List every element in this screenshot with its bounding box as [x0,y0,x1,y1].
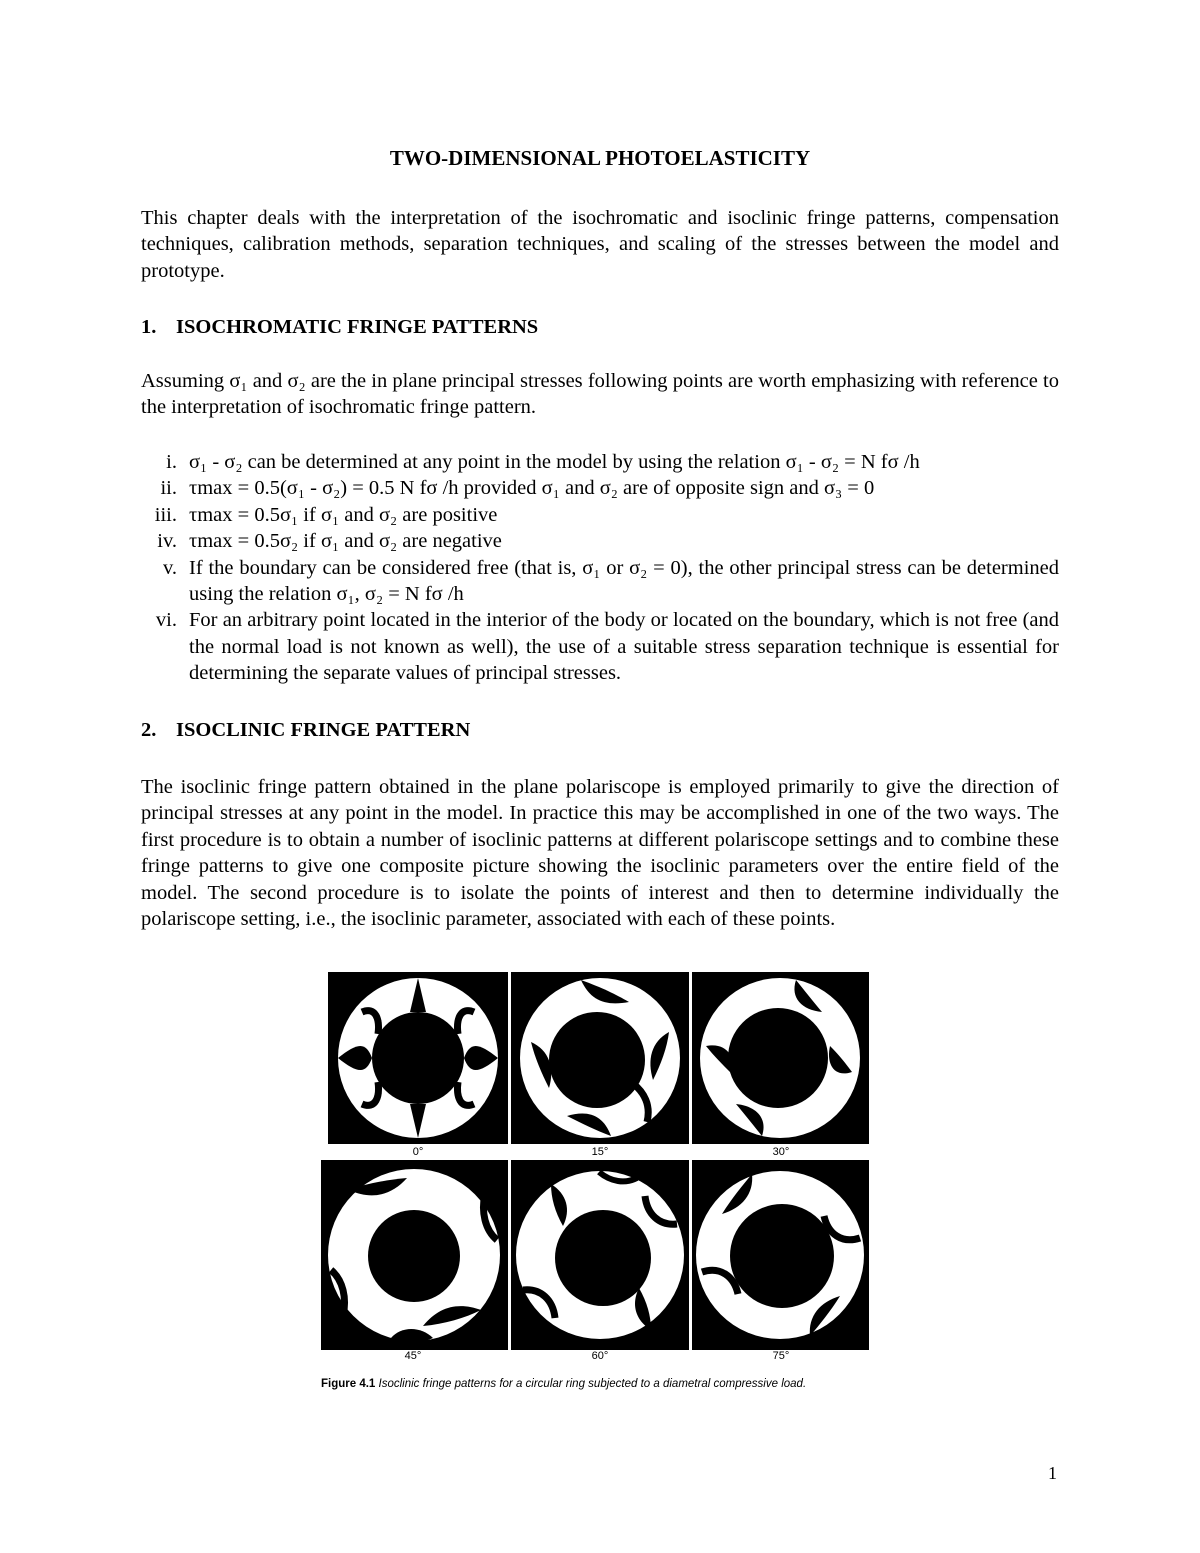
panel-label-15: 15° [591,1146,609,1158]
panel-label-30: 30° [772,1146,790,1158]
section-heading-isochromatic [141,316,538,339]
section-number: 1. [141,316,157,338]
page-title: TWO-DIMENSIONAL PHOTOELASTICITY [389,146,811,170]
list-numeral: iv. [157,530,177,553]
section-number: 2. [141,719,157,741]
list-item [141,502,1059,528]
list-numeral: vi. [155,609,177,632]
list-numeral: v. [162,556,177,579]
list-numeral: ii. [160,477,177,500]
section-heading-isoclinic [141,719,470,742]
fringe-panel-75 [692,1160,869,1350]
panel-label-75: 75° [751,1350,811,1362]
isoclinic-paragraph: The isoclinic fringe pattern obtained in the plane polariscope is employed primarily to give the direction of principal stresses at any point in the model. In practice this may be accomplished in one of the two ways. The first procedure is to obtain a number of isoclinic patterns at different polariscope settings and to combine these fringe patterns to give one composite picture showing the isoclinic parameters over the entire field of the model. The second procedure is to isolate the points of interest and then to determine individually the polariscope setting, i.e., the isoclinic parameter, associated with each of these points. [141,776,1059,931]
list-item [141,555,1059,608]
isochromatic-lead-paragraph: Assuming σ₁ and σ₂ are the in plane principal stresses following points are worth emphasizing with reference to the interpretation of isochromatic fringe pattern. [141,370,1059,419]
isochromatic-points-list [141,449,1059,687]
list-item-text: τmax = 0.5σ₂ if σ₁ and σ₂ are negative [189,530,502,553]
list-item-text: If the boundary can be considered free (that is, σ₁ or σ₂ = 0), the other principal stress can be determined using the relation σ₁, σ₂ = N fσ /h [189,556,1059,606]
panel-label-60: 60° [570,1350,630,1362]
list-item [141,607,1059,686]
fringe-panel-45 [321,1160,508,1350]
figure-caption-text: Isoclinic fringe patterns for a circular ring subjected to a diametral compressive load. [378,1378,807,1390]
panel-label-0: 0° [412,1146,424,1158]
fringe-panel-60 [511,1160,689,1350]
section-title: ISOCLINIC FRINGE PATTERN [176,719,471,741]
section-title: ISOCHROMATIC FRINGE PATTERNS [176,316,539,338]
list-item-text: For an arbitrary point located in the interior of the body or located on the boundary, which is not free (and the normal load is not known as well), the use of a suitable stress separation technique is essential for determining the separate values of principal stresses. [189,609,1059,685]
list-item [141,449,1059,475]
list-item-text: τmax = 0.5(σ₁ - σ₂) = 0.5 N fσ /h provided σ₁ and σ₂ are of opposite sign and σ₃ = 0 [189,477,875,500]
list-numeral: iii. [154,503,177,526]
fringe-panel-15 [511,972,689,1144]
list-item [141,528,1059,554]
panel-label-45: 45° [383,1350,443,1362]
intro-paragraph: This chapter deals with the interpretation of the isochromatic and isoclinic fringe patterns, compensation techniques, calibration methods, separation techniques, and scaling of the stresses between the model and prototype. [141,207,1059,282]
fringe-panel-0 [328,972,508,1144]
isoclinic-figure [321,968,869,1370]
figure-caption-lead: Figure 4.1 [321,1378,376,1390]
fringe-panel-30 [692,972,869,1144]
figure-caption [321,1378,881,1390]
list-item-text: σ₁ - σ₂ can be determined at any point in the model by using the relation σ₁ - σ₂ = N fσ /h [189,451,920,473]
list-numeral: i. [166,451,177,473]
list-item [141,475,1059,501]
page-number: 1 [1048,1463,1057,1483]
list-item-text: τmax = 0.5σ₁ if σ₁ and σ₂ are positive [189,503,498,526]
